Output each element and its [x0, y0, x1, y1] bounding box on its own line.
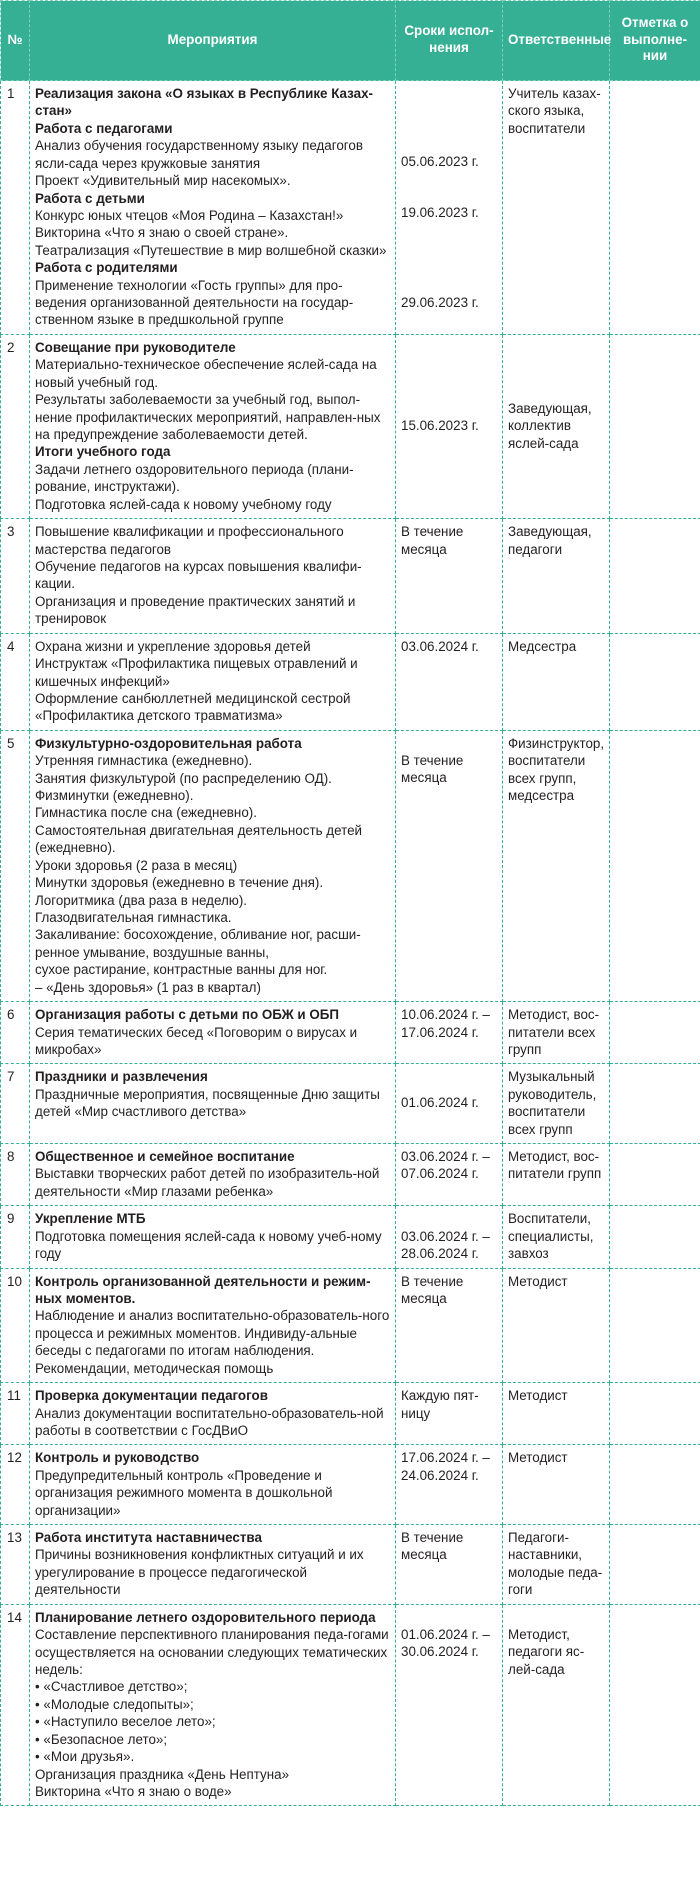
- event-text: Выставки творческих работ детей по изобразитель-ной деятельности «Мир глазами ребенка»: [35, 1166, 380, 1199]
- row-deadline: 15.06.2023 г.: [396, 334, 503, 518]
- row-number: 13: [1, 1525, 30, 1605]
- row-mark: [610, 1064, 700, 1144]
- row-number: 11: [1, 1383, 30, 1445]
- event-text: Викторина «Что я знаю о своей стране».: [35, 225, 289, 241]
- table-row: [1, 1002, 700, 1064]
- row-number: 9: [1, 1206, 30, 1268]
- event-text: Театрализация «Путешествие в мир волшебной сказки»: [35, 242, 387, 258]
- row-number: 14: [1, 1604, 30, 1806]
- row-number: 8: [1, 1144, 30, 1206]
- table-row: [1, 1206, 700, 1268]
- row-events: [30, 1604, 396, 1806]
- event-text: Организация праздника «День Нептуна»: [35, 1766, 290, 1782]
- row-deadline: Каждую пят-ницу: [396, 1383, 503, 1445]
- row-number: 1: [1, 81, 30, 335]
- row-deadline: [396, 730, 503, 1001]
- row-number: 3: [1, 519, 30, 634]
- row-responsible: Педагоги-наставники, молодые педа-гоги: [503, 1525, 610, 1605]
- responsible-text: Методист, педагоги яс-лей-сада: [508, 1626, 585, 1677]
- row-events: [30, 81, 396, 335]
- row-mark: [610, 1268, 700, 1383]
- row-mark: [610, 81, 700, 335]
- row-deadline: 17.06.2024 г. – 24.06.2024 г.: [396, 1445, 503, 1525]
- row-responsible: Методист, вос-питатели всех групп: [503, 1002, 610, 1064]
- row-number: 6: [1, 1002, 30, 1064]
- header-mark: Отметка о выполне-нии: [610, 1, 700, 81]
- table-row: [1, 1383, 700, 1445]
- bullet-item: • «Мои друзья».: [35, 1749, 135, 1765]
- event-text: Викторина «Что я знаю о воде»: [35, 1783, 232, 1799]
- event-text: Предупредительный контроль «Проведение и организация режимного момента в дошкольной организации»: [35, 1467, 333, 1518]
- section-title: Совещание при руководителе: [35, 339, 236, 355]
- event-text: Инструктаж «Профилактика пищевых отравлений и кишечных инфекций»: [35, 656, 358, 689]
- event-text: Задачи летнего оздоровительного периода (плани-рование, инструктажи).: [35, 461, 354, 495]
- section-subtitle: Итоги учебного года: [35, 444, 171, 460]
- event-text: Организация и проведение практических занятий и тренировок: [35, 593, 356, 627]
- row-mark: [610, 730, 700, 1001]
- event-text: Минутки здоровья (ежедневно в течение дня).: [35, 875, 324, 891]
- section-subtitle: Работа с детьми: [35, 190, 145, 206]
- event-text: Логоритмика (два раза в неделю).: [35, 892, 248, 908]
- row-responsible: Медсестра: [503, 633, 610, 730]
- row-mark: [610, 1604, 700, 1806]
- row-deadline: 03.06.2024 г. – 28.06.2024 г.: [396, 1206, 503, 1268]
- row-events: [30, 1525, 396, 1605]
- table-row: [1, 1064, 700, 1144]
- event-text: Самостоятельная двигательная деятельность детей (ежедневно).: [35, 822, 363, 856]
- event-text: сухое растирание, контрастные ванны для ног.: [35, 962, 328, 978]
- row-number: 7: [1, 1064, 30, 1144]
- row-responsible: Методист: [503, 1445, 610, 1525]
- row-events: [30, 1445, 396, 1525]
- row-events: [30, 519, 396, 634]
- row-responsible: Заведующая, коллектив яслей-сада: [503, 334, 610, 518]
- row-mark: [610, 1383, 700, 1445]
- event-text: Серия тематических бесед «Поговорим о вирусах и микробах»: [35, 1024, 358, 1057]
- event-text: Охрана жизни и укрепление здоровья детей: [35, 638, 311, 654]
- row-mark: [610, 1525, 700, 1605]
- row-number: 2: [1, 334, 30, 518]
- row-deadline: 03.06.2024 г. – 07.06.2024 г.: [396, 1144, 503, 1206]
- section-title: Планирование летнего оздоровительного периода: [35, 1609, 376, 1625]
- event-text: Наблюдение и анализ воспитательно-образователь-ного процесса и режимных моментов. Индивиду-альные беседы с педагогами по итогам наблюдения. Рекомендации, методическая помощь: [35, 1308, 390, 1376]
- event-text: Применение технологии «Гость группы» для про-ведения организованной деятельности на государ-ственном языке в предшкольной группе: [35, 277, 354, 328]
- table-row: [1, 1604, 700, 1806]
- header-events: Мероприятия: [30, 1, 396, 81]
- table-row: [1, 519, 700, 634]
- event-text: Проект «Удивительный мир насекомых».: [35, 173, 291, 189]
- bullet-item: • «Наступило веселое лето»;: [35, 1714, 216, 1730]
- section-title: Контроль организованной деятельности и режим-ных моментов.: [35, 1273, 371, 1306]
- row-events: [30, 1383, 396, 1445]
- event-text: Повышение квалификации и профессионального мастерства педагогов: [35, 524, 344, 557]
- row-events: [30, 1206, 396, 1268]
- event-text: Материально-техническое обеспечение яслей-сада на новый учебный год.: [35, 357, 377, 390]
- row-events: [30, 730, 396, 1001]
- bullet-item: • «Счастливое детство»;: [35, 1679, 188, 1695]
- event-text: Результаты заболеваемости за учебный год, выпол-нение профилактических мероприятий, направлен-ных на предупреждение заболеваемости детей.: [35, 392, 381, 443]
- section-title: Работа института наставничества: [35, 1530, 262, 1546]
- event-text: Конкурс юных чтецов «Моя Родина – Казахстан!»: [35, 207, 344, 223]
- event-text: Уроки здоровья (2 раза в месяц): [35, 857, 238, 873]
- header-deadlines: Сроки испол-нения: [396, 1, 503, 81]
- event-text: Закаливание: босохождение, обливание ног, расши-ренное умывание, воздушные ванны,: [35, 927, 361, 960]
- row-deadline: [396, 1604, 503, 1806]
- event-text: Подготовка помещения яслей-сада к новому учеб-ному году: [35, 1228, 382, 1262]
- table-row: [1, 81, 700, 335]
- row-mark: [610, 1445, 700, 1525]
- row-deadline: 10.06.2024 г. – 17.06.2024 г.: [396, 1002, 503, 1064]
- row-number: 10: [1, 1268, 30, 1383]
- row-events: [30, 334, 396, 518]
- row-responsible: [503, 1604, 610, 1806]
- row-responsible: Методист: [503, 1383, 610, 1445]
- section-title: Контроль и руководство: [35, 1450, 200, 1466]
- event-text: Подготовка яслей-сада к новому учебному году: [35, 496, 332, 512]
- event-text: Физминутки (ежедневно).: [35, 788, 194, 804]
- row-responsible: Методист, вос-питатели групп: [503, 1144, 610, 1206]
- event-text: Гимнастика после сна (ежедневно).: [35, 805, 257, 821]
- row-deadline: В течение месяца: [396, 519, 503, 634]
- event-text: Обучение педагогов на курсах повышения квалифи-кации.: [35, 558, 362, 592]
- header-responsible: Ответственные: [503, 1, 610, 81]
- event-text: Праздничные мероприятия, посвященные Дню защиты детей «Мир счастливого детства»: [35, 1086, 380, 1120]
- row-events: [30, 1144, 396, 1206]
- row-responsible: Заведующая, педагоги: [503, 519, 610, 634]
- header-row: [1, 1, 700, 81]
- row-responsible: Музыкальный руководитель, воспитатели всех групп: [503, 1064, 610, 1144]
- section-subtitle: Работа с родителями: [35, 260, 178, 276]
- row-responsible: Физинструктор, воспитатели всех групп, медсестра: [503, 730, 610, 1001]
- section-subtitle: Работа с педагогами: [35, 120, 173, 136]
- row-number: 5: [1, 730, 30, 1001]
- row-deadline: В течение месяца: [396, 1268, 503, 1383]
- row-responsible: Методист: [503, 1268, 610, 1383]
- deadline-date: 01.06.2024 г. – 30.06.2024 г.: [401, 1626, 490, 1660]
- row-mark: [610, 1144, 700, 1206]
- event-text: – «День здоровья» (1 раз в квартал): [35, 979, 261, 995]
- event-text: Глазодвигательная гимнастика.: [35, 909, 232, 925]
- row-deadline: 01.06.2024 г.: [396, 1064, 503, 1144]
- event-text: Занятия физкультурой (по распределению ОД).: [35, 770, 332, 786]
- row-events: [30, 1064, 396, 1144]
- section-title: Реализация закона «О языках в Республике Казах-стан»: [35, 86, 373, 119]
- deadline-date: 05.06.2023 г.: [401, 154, 479, 169]
- row-events: [30, 1002, 396, 1064]
- bullet-item: • «Молодые следопыты»;: [35, 1696, 194, 1712]
- row-responsible: Учитель казах-ского языка, воспитатели: [503, 81, 610, 335]
- row-deadline: [396, 81, 503, 335]
- table-row: [1, 1144, 700, 1206]
- row-mark: [610, 334, 700, 518]
- section-title: Укрепление МТБ: [35, 1211, 146, 1227]
- section-title: Организация работы с детьми по ОБЖ и ОБП: [35, 1007, 340, 1023]
- event-text: Утренняя гимнастика (ежедневно).: [35, 753, 253, 769]
- event-text: Анализ обучения государственному языку педагогов ясли-сада через кружковые занятия: [35, 138, 363, 171]
- table-row: [1, 1525, 700, 1605]
- row-responsible: Воспитатели, специалисты, завхоз: [503, 1206, 610, 1268]
- row-events: [30, 1268, 396, 1383]
- event-text: Анализ документации воспитательно-образователь-ной работы в соответствии с ГосДВиО: [35, 1405, 384, 1438]
- row-deadline: В течение месяца: [396, 1525, 503, 1605]
- row-mark: [610, 519, 700, 634]
- section-title: Общественное и семейное воспитание: [35, 1149, 295, 1165]
- row-mark: [610, 1002, 700, 1064]
- deadline-date: В течение месяца: [401, 752, 464, 786]
- row-deadline: 03.06.2024 г.: [396, 633, 503, 730]
- row-mark: [610, 633, 700, 730]
- header-num: №: [1, 1, 30, 81]
- event-text: Составление перспективного планирования педа-гогами осуществляется на основании следующих тематических недель:: [35, 1627, 389, 1678]
- section-title: Праздники и развлечения: [35, 1069, 208, 1085]
- section-title: Физкультурно-оздоровительная работа: [35, 735, 302, 751]
- table-row: [1, 633, 700, 730]
- event-text: Причины возникновения конфликтных ситуаций и их урегулирование в процессе педагогической деятельности: [35, 1547, 364, 1598]
- row-events: [30, 633, 396, 730]
- table-row: [1, 1268, 700, 1383]
- row-number: 4: [1, 633, 30, 730]
- table-row: [1, 730, 700, 1001]
- deadline-date: 29.06.2023 г.: [401, 294, 479, 310]
- section-title: Проверка документации педагогов: [35, 1388, 268, 1404]
- deadline-date: 19.06.2023 г.: [401, 205, 479, 221]
- event-text: Оформление санбюллетней медицинской сестрой «Профилактика детского травматизма»: [35, 690, 351, 724]
- row-mark: [610, 1206, 700, 1268]
- table-row: [1, 334, 700, 518]
- bullet-item: • «Безопасное лето»;: [35, 1731, 168, 1747]
- table-row: [1, 1445, 700, 1525]
- row-number: 12: [1, 1445, 30, 1525]
